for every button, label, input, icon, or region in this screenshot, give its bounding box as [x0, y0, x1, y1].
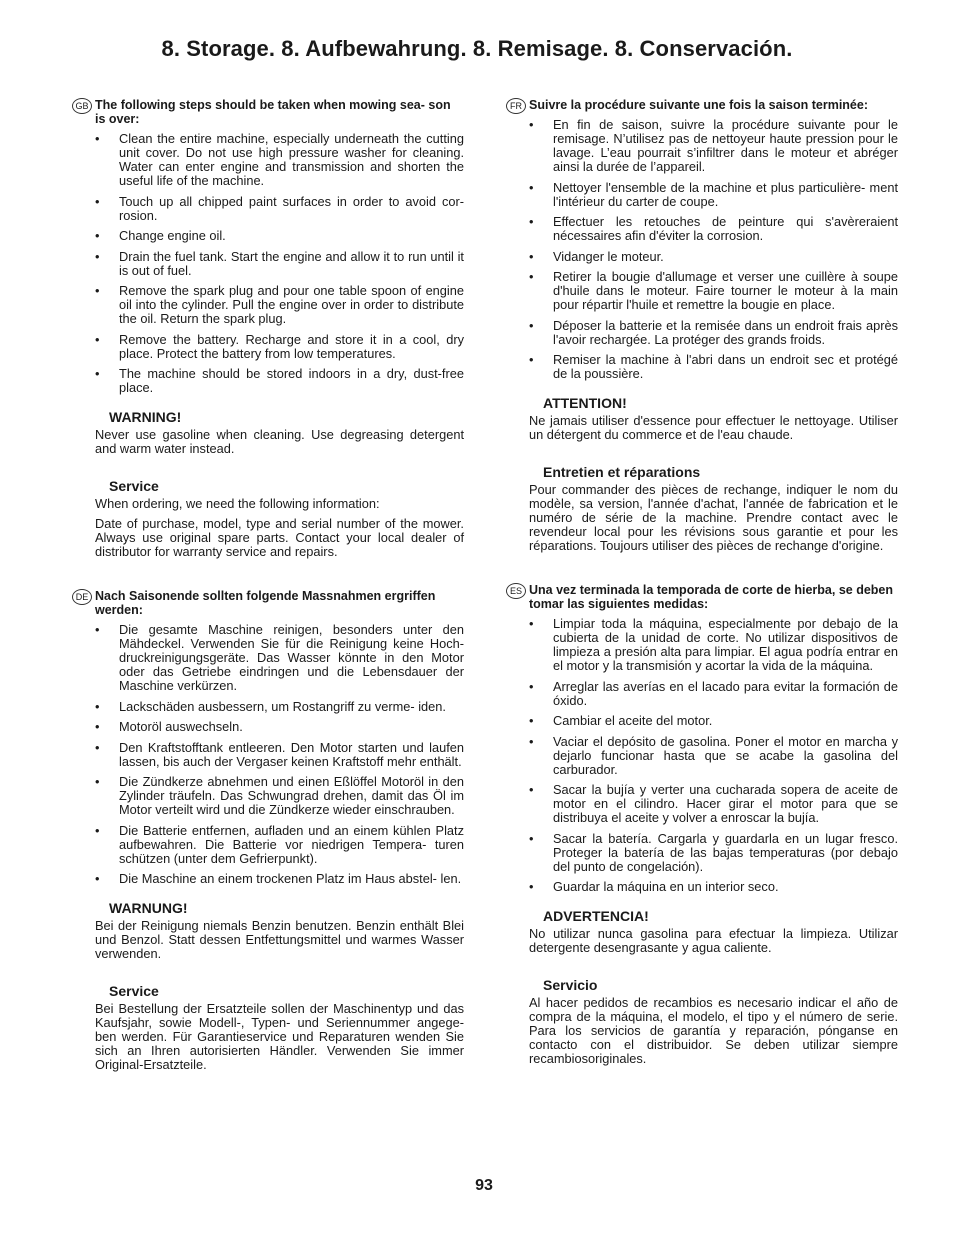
warning-heading-es: ADVERTENCIA! [543, 908, 649, 924]
list-item: • Drain the fuel tank. Start the engine and allow it to run until it is out of fuel. [95, 250, 464, 278]
list-item: • Die Maschine an einem trockenen Platz im Haus abstel- len. [95, 872, 464, 886]
language-badge-gb: GB [72, 98, 92, 114]
list-item: • Remiser la machine à l'abri dans un endroit sec et protégé de la poussière. [529, 353, 898, 381]
service-text-gb: When ordering, we need the following information: [95, 496, 380, 511]
language-badge-de: DE [72, 589, 92, 605]
list-item: • Die gesamte Maschine reinigen, besonders unter den Mähdeckel. Verwenden Sie für die Reinigung keine Hoch- druckreinigungsgeräte. Das Wasser könnte in den Motor oder das Getriebe eindringen und die Lebensdauer der Maschine verkürzen. [95, 623, 464, 693]
list-item: • Touch up all chipped paint surfaces in order to avoid cor- rosion. [95, 195, 464, 223]
list-item: • Guardar la máquina en un interior seco. [529, 880, 898, 894]
section-de [72, 589, 464, 1072]
warning-heading-gb: WARNING! [109, 409, 182, 425]
list-item: • Clean the entire machine, especially underneath the cutting unit cover. Do not use high pressure washer for cleaning. Water can enter engine and transmission and shorten the useful life of the machine. [95, 132, 464, 188]
service-heading-fr: Entretien et réparations [543, 464, 701, 480]
list-item: • Retirer la bougie d'allumage et verser une cuillère à soupe d'huile dans le moteur. Faire tourner le moteur à la main pour répartir l'huile et remettre la bougie en place. [529, 270, 898, 312]
list-item: • Nettoyer l'ensemble de la machine et plus particulière- ment l'intérieur du carter de coupe. [529, 181, 898, 209]
list-item: • Die Zündkerze abnehmen und einen Eßlöffel Motoröl in den Zylinder träufeln. Das Schwungrad drehen, damit das Öl im Motor verteilt wird und die Zündkerze wieder einschrauben. [95, 775, 464, 817]
section-es [506, 583, 898, 1066]
list-item: • Vidanger le moteur. [529, 250, 898, 264]
service-heading-gb: Service [109, 478, 159, 494]
page-title: 8. Storage. 8. Aufbewahrung. 8. Remisage. 8. Conservación. [161, 36, 793, 61]
list-item: • Arreglar las averías en el lacado para evitar la formación de óxido. [529, 680, 898, 708]
list-item: • Sacar la bujía y verter una cucharada sopera de aceite de motor en el cilindro. Hacer girar el motor para que se distribuya el aceite y volver a enroscar la bujía. [529, 783, 898, 825]
steps-list-es [529, 617, 898, 894]
intro-gb: The following steps should be taken when mowing sea- son is over: [95, 98, 451, 126]
service-heading-de: Service [109, 983, 159, 999]
warning-text-de: Bei der Reinigung niemals Benzin benutzen. Benzin enthält Blei und Benzol. Statt dessen Entfettungsmittel und warmes Wasser verwenden. [95, 918, 464, 961]
warning-text-gb: Never use gasoline when cleaning. Use degreasing detergent and warm water instead. [95, 427, 464, 456]
list-item: • Limpiar toda la máquina, especialmente por debajo de la cubierta de la unidad de corte. No utilizar dispositivos de limpieza a presión alta para limpiar. El agua podría entrar en el motor y la transmisión y acortar la vida de la máquina. [529, 617, 898, 673]
warning-text-es: No utilizar nunca gasolina para efectuar la limpieza. Utilizar detergente desengrasante y agua caliente. [529, 926, 898, 955]
list-item: • Remove the spark plug and pour one table spoon of engine oil into the cylinder. Pull the engine over in order to distribute the oil. Return the spark plug. [95, 284, 464, 326]
warning-heading-fr: ATTENTION! [543, 395, 627, 411]
list-item: • Den Kraftstofftank entleeren. Den Motor starten und laufen lassen, bis auch der Vergaser keinen Kraftstoff mehr enthält. [95, 741, 464, 769]
list-item: • Sacar la batería. Cargarla y guardarla en un lugar fresco. Proteger la batería de las bajas temperaturas (por debajo del punto de congelación). [529, 832, 898, 874]
service-heading-es: Servicio [543, 977, 598, 993]
language-badge-es: ES [506, 583, 526, 599]
warning-text-fr: Ne jamais utiliser d'essence pour effectuer le nettoyage. Utiliser un détergent du commerce et de l'eau chaude. [529, 413, 898, 442]
steps-list-gb [95, 132, 464, 395]
intro-fr: Suivre la procédure suivante une fois la saison terminée: [529, 98, 869, 112]
list-item: • Vaciar el depósito de gasolina. Poner el motor en marcha y dejarlo funcionar hasta que se acabe la gasolina del carburador. [529, 735, 898, 777]
intro-es: Una vez terminada la temporada de corte de hierba, se deben tomar las siguientes medidas: [529, 583, 894, 611]
list-item: • Change engine oil. [95, 229, 464, 243]
left-column [72, 98, 464, 1078]
intro-de: Nach Saisonende sollten folgende Massnahmen ergriffen werden: [95, 589, 436, 617]
service-text-fr: Pour commander des pièces de rechange, indiquer le nom du modèle, sa version, l'année d'achat, l'année de fabrication et le numéro de série de la machine. Prendre contact avec le revendeur local pour les révisions sous garantie et pour les réparations. Toujours utiliser des pièces de rechange d'origine. [529, 482, 898, 553]
service-text-es: Al hacer pedidos de recambios es necesario indicar el año de compra de la máquina, el modelo, el tipo y el número de serie. Para los servicios de garantía y reparación, pónganse en contacto con el distribuidor. Se deben utilizar siempre recambiosoriginales. [529, 995, 898, 1066]
steps-list-de [95, 623, 464, 886]
list-item: • Effectuer les retouches de peinture qui s'avèreraient nécessaires afin d'éviter la corrosion. [529, 215, 898, 243]
list-item: • Déposer la batterie et la remisée dans un endroit frais après l'avoir rechargée. La protéger des grands froids. [529, 319, 898, 347]
right-column [506, 98, 898, 1072]
page-number: 93 [475, 1177, 493, 1194]
list-item: • Motoröl auswechseln. [95, 720, 464, 734]
section-fr [506, 98, 898, 553]
list-item: • Die Batterie entfernen, aufladen und an einem kühlen Platz aufbewahren. Die Batterie vor niedrigen Tempera- turen schützen (unter dem Gefrierpunkt). [95, 824, 464, 866]
list-item: • Remove the battery. Recharge and store it in a cool, dry place. Protect the battery from low temperatures. [95, 333, 464, 361]
service-text-de: Bei Bestellung der Ersatzteile sollen der Maschinentyp und das Kaufsjahr, sowie Modell-, Typen- und Seriennummer angege- ben werden. Für Garantieservice und Reparaturen wenden Sie sich an Ihren autorisierten Händler. Verwenden Sie immer Original-Ersatzteile. [95, 1001, 464, 1072]
warning-heading-de: WARNUNG! [109, 900, 188, 916]
list-item: • The machine should be stored indoors in a dry, dust-free place. [95, 367, 464, 395]
language-badge-fr: FR [506, 98, 526, 114]
list-item: • En fin de saison, suivre la procédure suivante pour le remisage. N’utilisez pas de nettoyeur haute pression pour le lavage. L’eau pourrait s’infiltrer dans le moteur et abréger ainsi la durée de l’appareil. [529, 118, 898, 174]
list-item: • Cambiar el aceite del motor. [529, 714, 898, 728]
steps-list-fr [529, 118, 898, 381]
service-text-gb-2: Date of purchase, model, type and serial number of the mower. Always use original spare parts. Contact your local dealer of distributor for warranty service and repairs. [95, 516, 464, 559]
list-item: • Lackschäden ausbessern, um Rostangriff zu verme- iden. [95, 700, 464, 714]
section-gb [72, 98, 464, 559]
